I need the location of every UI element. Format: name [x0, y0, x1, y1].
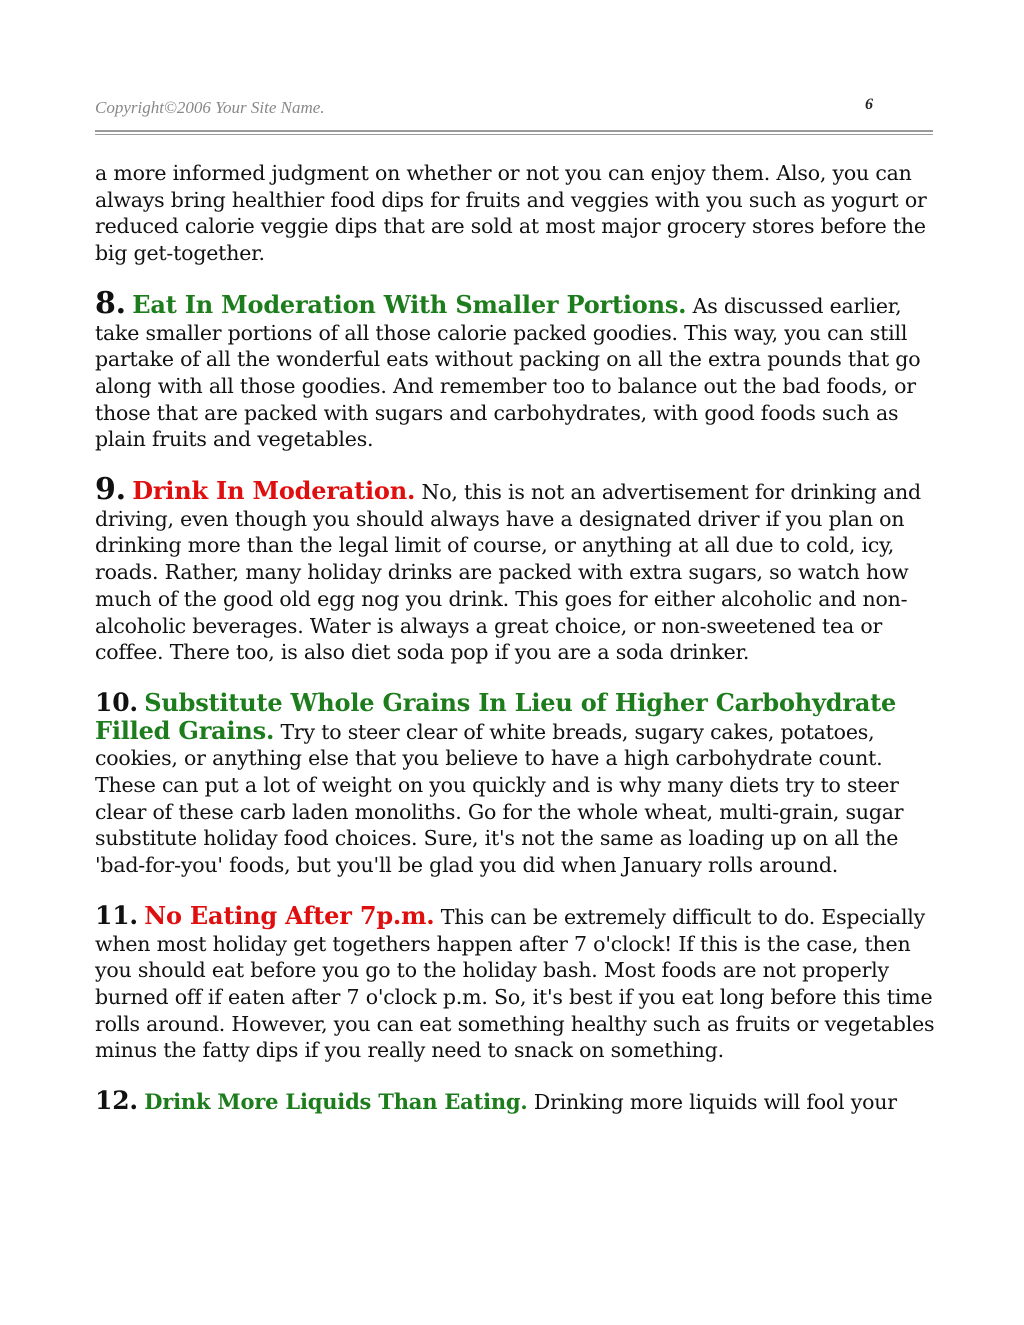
- section-body: Drinking more liquids will fool your: [527, 1090, 897, 1115]
- section-heading: Drink More Liquids Than Eating.: [144, 1089, 528, 1115]
- section-body: This can be extremely difficult to do. Especially when most holiday get togethers happen after 7 o'clock! If this is the case, then you should eat before you go to the holiday bash. Most foods are not properly burned off if eaten after 7 o'clock p.m. So, it's best if you eat long before this time rolls around. However, you can eat something healthy such as fruits or vegetables minus the fatty dips if you really need to snack on something.: [95, 904, 935, 1063]
- section-heading: Substitute Whole Grains In Lieu of Higher Carbohydrate Filled Grains.: [95, 687, 897, 745]
- intro-paragraph: a more informed judgment on whether or not you can enjoy them. Also, you can always bring healthier food dips for fruits and veggies with you such as yogurt or reduced calorie veggie dips that are sold at most major grocery stores before the big get-together.: [95, 161, 927, 266]
- copyright-text: Copyright©2006 Your Site Name.: [95, 98, 325, 117]
- section-heading: No Eating After 7p.m.: [144, 900, 435, 930]
- section-body: No, this is not an advertisement for drinking and driving, even though you should always have a designated driver if you plan on drinking more than the legal limit of course, or anything at all due to cold, icy, roads. Rather, many holiday drinks are packed with extra sugars, so watch how much of the good old egg nog you drink. This goes for either alcoholic and non-alcoholic beverages. Water is always a great choice, or non-sweetened tea or coffee. There too, is also diet soda pop if you are a soda drinker.: [95, 480, 921, 665]
- header-rule-top: [95, 130, 933, 132]
- section-11: [95, 900, 945, 1064]
- section-number: 11.: [95, 900, 138, 930]
- section-number: 8.: [95, 285, 126, 321]
- page-body: [95, 160, 945, 1116]
- section-12: [95, 1088, 945, 1116]
- section-body: As discussed earlier, take smaller portions of all those calorie packed goodies. This way, you can still partake of all the wonderful eats without packing on all the extra pounds that go along with all those goodies. And remember too to balance out the bad foods, or those that are packed with sugars and carbohydrates, with good foods such as plain fruits and vegetables.: [95, 293, 921, 452]
- section-number: 12.: [95, 1086, 138, 1116]
- section-10: [95, 687, 945, 879]
- section-heading: Eat In Moderation With Smaller Portions.: [132, 289, 687, 319]
- section-9: [95, 472, 945, 666]
- section-number: 10.: [95, 687, 138, 717]
- section-body: Try to steer clear of white breads, sugary cakes, potatoes, cookies, or anything else that you believe to have a high carbohydrate count. These can put a lot of weight on you quickly and is why many diets try to steer clear of these carb laden monoliths. Go for the whole wheat, multi-grain, sugar substitute holiday food choices. Sure, it's not the same as loading up on all the 'bad-for-you' foods, but you'll be glad you did when January rolls around.: [95, 719, 904, 878]
- section-number: 9.: [95, 472, 126, 508]
- header-rule-bottom: [95, 134, 933, 135]
- section-8: [95, 285, 945, 453]
- page-number: 6: [865, 96, 873, 113]
- section-heading: Drink In Moderation.: [132, 476, 416, 506]
